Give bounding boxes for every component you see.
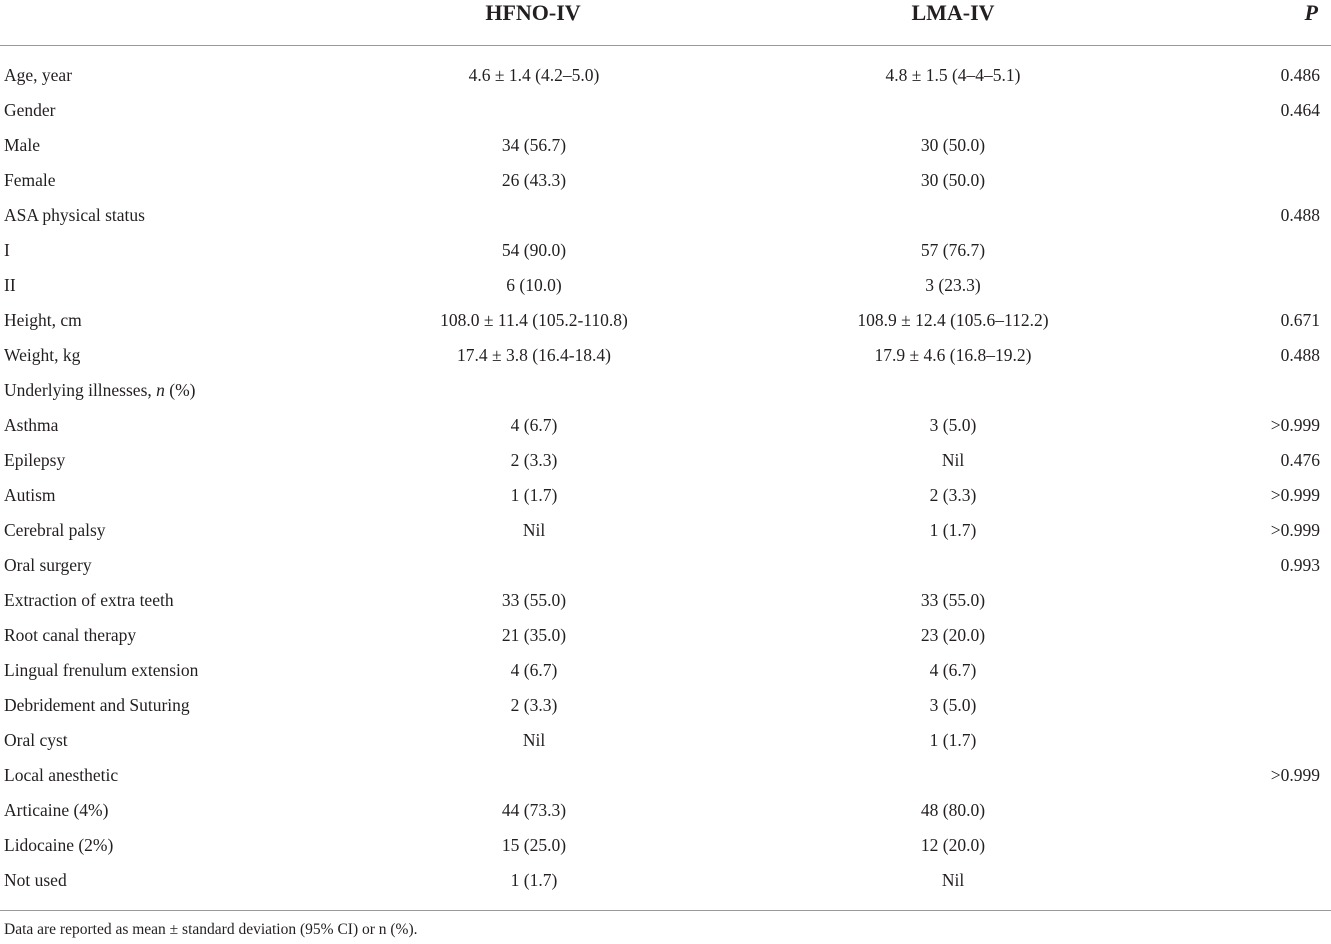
cell-hfno-iv: 6 (10.0) <box>506 275 562 295</box>
cell-hfno-iv: 15 (25.0) <box>501 835 567 855</box>
header-hfno-iv: HFNO-IV <box>485 0 581 25</box>
cell-hfno-iv: 1 (1.7) <box>510 485 558 505</box>
table-row <box>0 758 1331 793</box>
cell-hfno-iv: 1 (1.7) <box>510 870 558 890</box>
table-row <box>0 548 1331 583</box>
table-row <box>0 828 1331 863</box>
header-divider <box>0 45 1331 46</box>
cell-lma-iv: 3 (23.3) <box>925 275 981 295</box>
cell-lma-iv: 2 (3.3) <box>929 485 977 505</box>
table-body <box>0 58 1331 898</box>
cell-lma-iv: 12 (20.0) <box>920 835 986 855</box>
cell-p-value: 0.464 <box>1280 100 1320 120</box>
cell-lma-iv: 57 (76.7) <box>920 240 986 260</box>
row-label: I <box>4 240 10 260</box>
cell-hfno-iv: 34 (56.7) <box>501 135 567 155</box>
table-row <box>0 583 1331 618</box>
row-label <box>4 373 196 408</box>
row-label: Weight, kg <box>4 345 81 365</box>
row-label: Height, cm <box>4 310 82 330</box>
cell-lma-iv: 108.9 ± 12.4 (105.6–112.2) <box>857 310 1049 330</box>
table-row <box>0 443 1331 478</box>
cell-p-value: >0.999 <box>1270 520 1320 540</box>
cell-hfno-iv: 2 (3.3) <box>510 450 558 470</box>
table-row <box>0 338 1331 373</box>
cell-lma-iv: 30 (50.0) <box>920 170 986 190</box>
row-label: Local anesthetic <box>4 765 119 785</box>
cell-lma-iv: 23 (20.0) <box>920 625 986 645</box>
cell-p-value: 0.671 <box>1280 310 1320 330</box>
row-label: Autism <box>4 485 56 505</box>
table-row <box>0 268 1331 303</box>
cell-hfno-iv: Nil <box>522 520 546 540</box>
cell-lma-iv: 4.8 ± 1.5 (4–4–5.1) <box>885 65 1021 85</box>
row-label: Male <box>4 135 40 155</box>
cell-p-value: 0.488 <box>1280 345 1320 365</box>
table-row <box>0 163 1331 198</box>
row-label: Oral surgery <box>4 555 92 575</box>
cell-hfno-iv: 21 (35.0) <box>501 625 567 645</box>
header-p-value: P <box>1304 0 1318 25</box>
cell-hfno-iv: 4 (6.7) <box>510 660 558 680</box>
cell-hfno-iv: 26 (43.3) <box>501 170 567 190</box>
cell-lma-iv: 3 (5.0) <box>929 415 977 435</box>
row-label: Root canal therapy <box>4 625 137 645</box>
table-row <box>0 93 1331 128</box>
table-row <box>0 793 1331 828</box>
cell-hfno-iv: 4 (6.7) <box>510 415 558 435</box>
cell-lma-iv: 4 (6.7) <box>929 660 977 680</box>
cell-lma-iv: 48 (80.0) <box>920 800 986 820</box>
table-row <box>0 618 1331 653</box>
cell-lma-iv: 33 (55.0) <box>920 590 986 610</box>
table-row <box>0 478 1331 513</box>
table-row <box>0 233 1331 268</box>
row-label: Asthma <box>4 415 59 435</box>
row-label-suffix: (%) <box>164 380 196 400</box>
table-footnote: Data are reported as mean ± standard deviation (95% CI) or n (%). <box>4 921 418 938</box>
row-label: Lingual frenulum extension <box>4 660 199 680</box>
row-label: Not used <box>4 870 67 890</box>
table-row <box>0 198 1331 233</box>
cell-lma-iv: Nil <box>941 870 965 890</box>
cell-hfno-iv: 2 (3.3) <box>510 695 558 715</box>
cell-lma-iv: 30 (50.0) <box>920 135 986 155</box>
cell-lma-iv: Nil <box>941 450 965 470</box>
table-row <box>0 863 1331 898</box>
cell-hfno-iv: 54 (90.0) <box>501 240 567 260</box>
cell-p-value: >0.999 <box>1270 765 1320 785</box>
cell-hfno-iv: Nil <box>522 730 546 750</box>
table-header <box>0 0 1331 28</box>
row-label: II <box>4 275 16 295</box>
cell-p-value: 0.488 <box>1280 205 1320 225</box>
cell-lma-iv: 3 (5.0) <box>929 695 977 715</box>
table-row <box>0 303 1331 338</box>
table-row <box>0 128 1331 163</box>
header-lma-iv: LMA-IV <box>911 0 995 25</box>
table-row <box>0 653 1331 688</box>
footer-divider <box>0 910 1331 911</box>
table-row <box>0 513 1331 548</box>
cell-p-value: 0.476 <box>1280 450 1320 470</box>
cell-hfno-iv: 33 (55.0) <box>501 590 567 610</box>
cell-hfno-iv: 108.0 ± 11.4 (105.2-110.8) <box>440 310 628 330</box>
table-row <box>0 688 1331 723</box>
row-label-italic: n <box>156 380 165 400</box>
table-row <box>0 408 1331 443</box>
cell-hfno-iv: 4.6 ± 1.4 (4.2–5.0) <box>468 65 600 85</box>
row-label: Epilepsy <box>4 450 66 470</box>
row-label: Extraction of extra teeth <box>4 590 174 610</box>
row-label: Lidocaine (2%) <box>4 835 114 855</box>
cell-hfno-iv: 17.4 ± 3.8 (16.4-18.4) <box>457 345 611 365</box>
row-label: Articaine (4%) <box>4 800 109 820</box>
cell-lma-iv: 1 (1.7) <box>929 730 977 750</box>
row-label: Age, year <box>4 65 73 85</box>
row-label: Oral cyst <box>4 730 68 750</box>
row-label-text: Underlying illnesses, <box>4 380 157 400</box>
table-row <box>0 58 1331 93</box>
row-label: Gender <box>4 100 56 120</box>
cell-hfno-iv: 44 (73.3) <box>501 800 567 820</box>
cell-p-value: 0.993 <box>1280 555 1320 575</box>
cell-lma-iv: 1 (1.7) <box>929 520 977 540</box>
cell-p-value: 0.486 <box>1280 65 1320 85</box>
cell-p-value: >0.999 <box>1270 485 1320 505</box>
row-label: Female <box>4 170 56 190</box>
cell-p-value: >0.999 <box>1270 415 1320 435</box>
table-row <box>0 373 1331 408</box>
row-label: Cerebral palsy <box>4 520 106 540</box>
table-row <box>0 723 1331 758</box>
row-label: ASA physical status <box>4 205 145 225</box>
cell-lma-iv: 17.9 ± 4.6 (16.8–19.2) <box>874 345 1032 365</box>
row-label: Debridement and Suturing <box>4 695 190 715</box>
